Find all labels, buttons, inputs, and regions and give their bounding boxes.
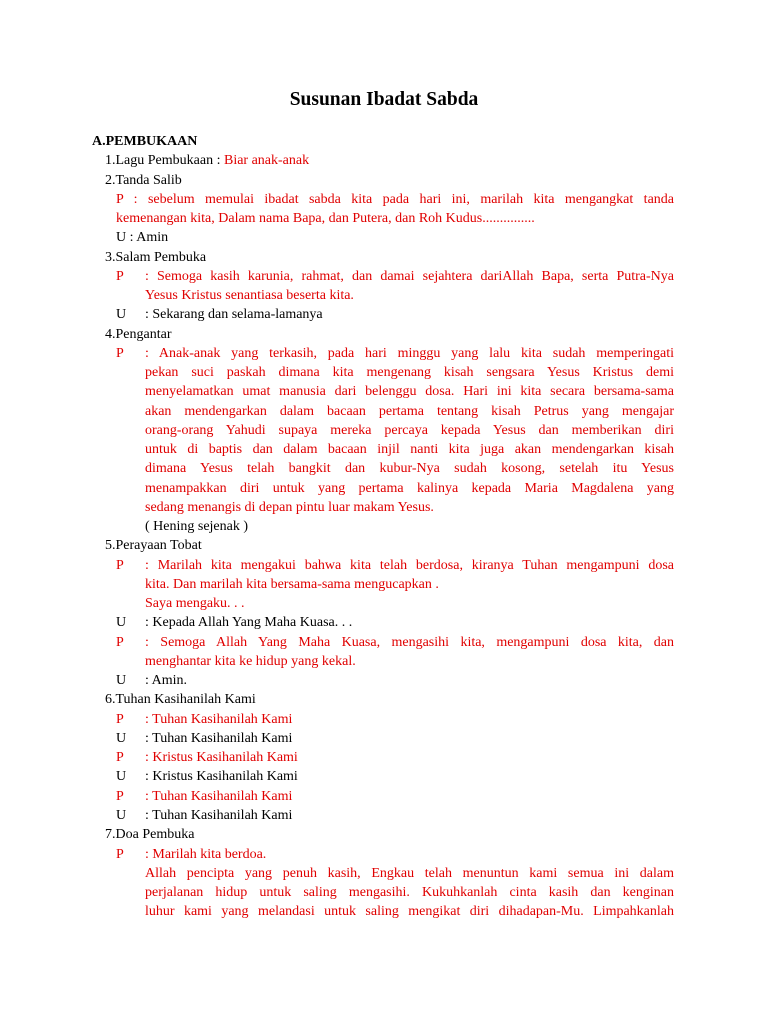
item-tuhan-kasihanilah: 6.Tuhan Kasihanilah Kami bbox=[105, 692, 256, 707]
priest-role: P bbox=[116, 750, 124, 765]
intro-line: menyelamatkan umat manusia dari belenggu dosa. Hari ini kita secara bersama-sama bbox=[145, 384, 674, 399]
intro-line: akan mendengarkan dalam bacaan pertama tentang kisah Petrus yang mengajar bbox=[145, 404, 674, 419]
priest-role: P bbox=[116, 635, 124, 650]
priest-line: : Tuhan Kasihanilah Kami bbox=[145, 712, 293, 727]
people-role: U bbox=[116, 731, 127, 746]
intro-line: : Anak-anak yang terkasih, pada hari minggu yang lalu kita sudah memperingati bbox=[145, 346, 674, 361]
silence-note: ( Hening sejenak ) bbox=[145, 519, 249, 534]
priest-line: : Marilah kita mengakui bahwa kita telah berdosa, kiranya Tuhan mengampuni dosa bbox=[145, 558, 674, 573]
people-response: : Tuhan Kasihanilah Kami bbox=[145, 808, 293, 823]
priest-line: : Semoga kasih karunia, rahmat, dan damai sejahtera dariAllah Bapa, serta Putra-Nya bbox=[145, 269, 674, 284]
section-heading-pembukaan: A.PEMBUKAAN bbox=[92, 134, 198, 149]
priest-role: P bbox=[116, 789, 124, 804]
priest-line: : Kristus Kasihanilah Kami bbox=[145, 750, 298, 765]
document-title: Susunan Ibadat Sabda bbox=[289, 89, 479, 110]
intro-line: sedang menangis di depan pintu luar makam Yesus. bbox=[145, 500, 434, 515]
priest-role: P bbox=[116, 269, 124, 284]
priest-role: P bbox=[116, 847, 124, 862]
people-role: U bbox=[116, 769, 127, 784]
prayer-line: luhur kami yang melandasi untuk saling mengikat diri dihadapan-Mu. Limpahkanlah bbox=[145, 904, 674, 919]
priest-line: P : sebelum memulai ibadat sabda kita pada hari ini, marilah kita mengangkat tanda bbox=[116, 192, 674, 207]
people-response: : Kristus Kasihanilah Kami bbox=[145, 769, 298, 784]
intro-line: dimana Yesus telah bangkit dan kubur-Nya sudah kosong, setelah itu Yesus bbox=[145, 461, 674, 476]
song-title: Biar anak-anak bbox=[223, 153, 310, 168]
intro-line: pekan suci paskah dimana kita mengenang kisah sengsara Yesus Kristus demi bbox=[145, 365, 674, 380]
people-response: : Tuhan Kasihanilah Kami bbox=[145, 731, 293, 746]
priest-line: menghantar kita ke hidup yang kekal. bbox=[145, 654, 356, 669]
priest-line: kita. Dan marilah kita bersama-sama mengucapkan . bbox=[145, 577, 439, 592]
item-label: 1.Lagu Pembukaan : bbox=[105, 153, 224, 168]
people-role: U bbox=[116, 307, 127, 322]
people-role: U bbox=[116, 615, 127, 630]
people-response: : Sekarang dan selama-lamanya bbox=[145, 307, 323, 322]
intro-line: orang-orang Yahudi supaya mereka percaya kepada Yesus dan memberikan diri bbox=[145, 423, 674, 438]
intro-line: untuk di baptis dan dalam bacaan injil nanti kita juga akan mendengarkan kisah bbox=[145, 442, 674, 457]
people-response: : Amin. bbox=[145, 673, 188, 688]
people-role: U bbox=[116, 808, 127, 823]
item-pengantar: 4.Pengantar bbox=[105, 327, 172, 342]
priest-line: Yesus Kristus senantiasa beserta kita. bbox=[145, 288, 354, 303]
intro-line: menampakkan diri untuk yang pertama kalinya kepada Maria Magdalena yang bbox=[145, 481, 674, 496]
item-salam-pembuka: 3.Salam Pembuka bbox=[105, 250, 207, 265]
priest-line: Saya mengaku. . . bbox=[145, 596, 245, 611]
item-doa-pembuka: 7.Doa Pembuka bbox=[105, 827, 195, 842]
priest-line: kemenangan kita, Dalam nama Bapa, dan Putera, dan Roh Kudus............... bbox=[116, 211, 535, 226]
priest-role: P bbox=[116, 712, 124, 727]
prayer-line: perjalanan hidup untuk saling mengasihi. Kukuhkanlah cinta kasih dan kenginan bbox=[145, 885, 674, 900]
priest-line: : Tuhan Kasihanilah Kami bbox=[145, 789, 293, 804]
prayer-line: Allah pencipta yang penuh kasih, Engkau telah menuntun kami semua ini dalam bbox=[145, 866, 674, 881]
people-role: U bbox=[116, 673, 127, 688]
priest-line: : Marilah kita berdoa. bbox=[145, 847, 267, 862]
item-lagu-pembukaan bbox=[105, 151, 309, 170]
people-response: U : Amin bbox=[116, 230, 169, 245]
priest-line: : Semoga Allah Yang Maha Kuasa, mengasihi kita, mengampuni dosa kita, dan bbox=[145, 635, 674, 650]
priest-role: P bbox=[116, 558, 124, 573]
priest-role: P bbox=[116, 346, 124, 361]
item-perayaan-tobat: 5.Perayaan Tobat bbox=[105, 538, 202, 553]
people-response: : Kepada Allah Yang Maha Kuasa. . . bbox=[145, 615, 353, 630]
item-tanda-salib: 2.Tanda Salib bbox=[105, 173, 182, 188]
